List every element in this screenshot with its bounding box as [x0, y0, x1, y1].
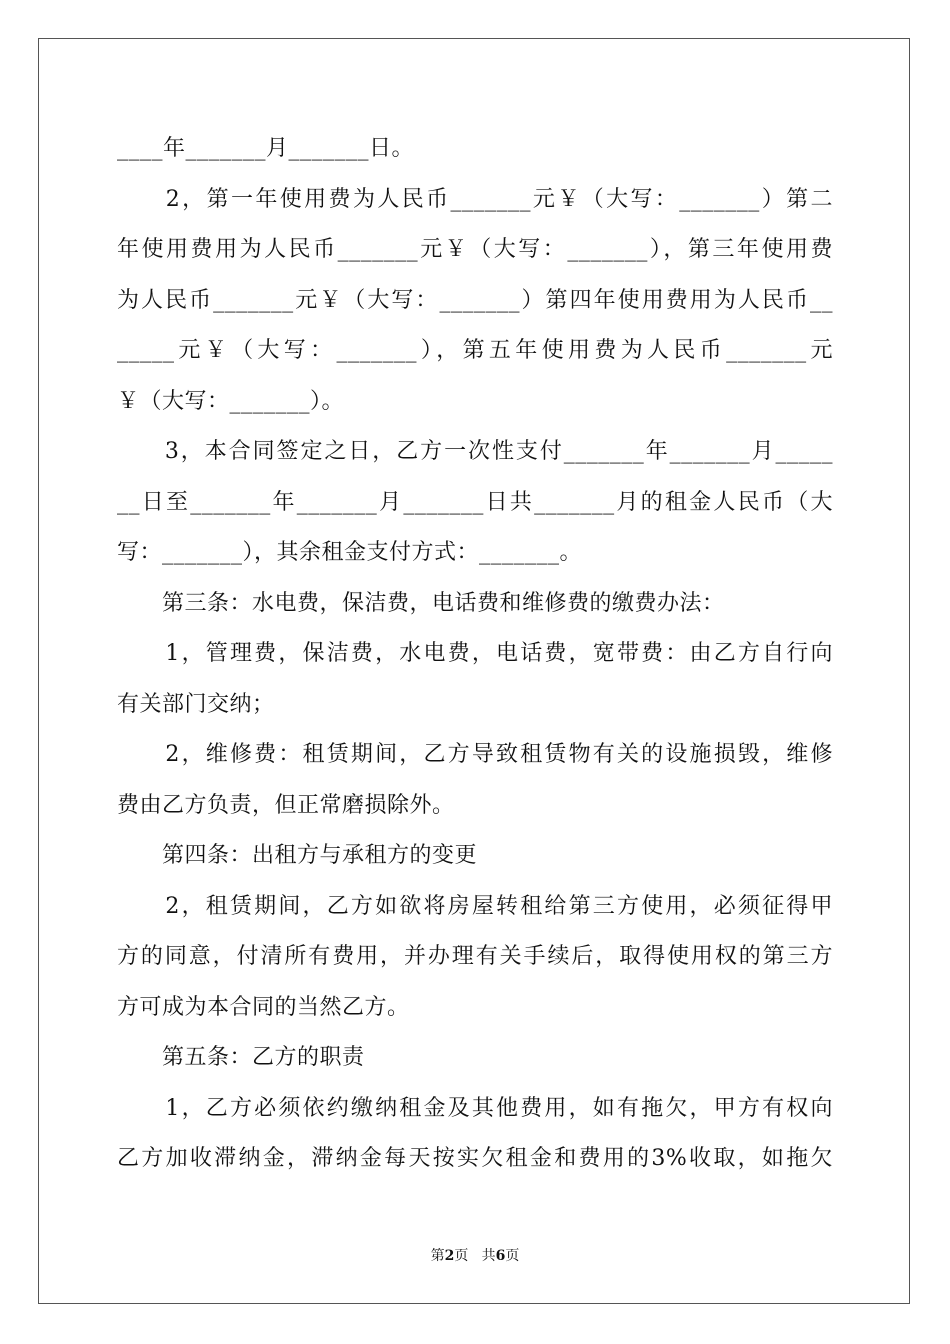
text-line: 为人民币_______元￥（大写：_______）第四年使用费用为人民币__	[117, 287, 833, 313]
text-line: ￥（大写：_______）。	[117, 388, 345, 414]
text-line: 2，第一年使用费为人民币_______元￥（大写：_______）第二	[117, 186, 833, 212]
text-line: 有关部门交纳；	[117, 691, 275, 717]
page-number: 2	[444, 1248, 455, 1264]
document-body	[117, 124, 833, 1185]
text-line: __日至_______年_______月_______日共_______月的租金人民币（大	[117, 489, 833, 515]
text-line: 3，本合同签定之日，乙方一次性支付_______年_______月_____	[117, 439, 833, 464]
text-line: 1，管理费，保洁费，水电费，电话费，宽带费：由乙方自行向	[117, 641, 833, 666]
text-line: 年使用费用为人民币_______元￥（大写：_______），第三年使用费	[117, 237, 833, 262]
text-line: 乙方加收滞纳金，滞纳金每天按实欠租金和费用的3%收取，如拖欠	[117, 1146, 833, 1171]
section-heading: 第三条：水电费，保洁费，电话费和维修费的缴费办法：	[117, 590, 725, 616]
section-heading: 第四条：出租方与承租方的变更	[117, 843, 478, 868]
total-pages: 6	[495, 1248, 506, 1264]
total-prefix: 共	[481, 1248, 496, 1264]
text-line: 1，乙方必须依约缴纳租金及其他费用，如有拖欠，甲方有权向	[117, 1095, 833, 1121]
text-line: 方的同意，付清所有费用，并办理有关手续后，取得使用权的第三方	[117, 944, 833, 969]
text-line: 写：_______），其余租金支付方式：_______。	[117, 540, 583, 565]
text-line: 2，维修费：租赁期间，乙方导致租赁物有关的设施损毁，维修	[117, 742, 833, 767]
section-heading: 第五条：乙方的职责	[117, 1045, 365, 1070]
page-footer	[0, 1246, 950, 1266]
text-line: ____年_______月_______日。	[117, 136, 415, 161]
text-line: 费由乙方负责，但正常磨损除外。	[117, 792, 455, 818]
text-line: _____元￥（大写：_______），第五年使用费为人民币_______元	[117, 338, 833, 363]
total-suffix: 页	[505, 1248, 520, 1264]
text-line: 2，租赁期间，乙方如欲将房屋转租给第三方使用，必须征得甲	[117, 893, 833, 919]
page-prefix: 第	[430, 1248, 445, 1264]
text-line: 方可成为本合同的当然乙方。	[117, 994, 410, 1020]
page-suffix: 页	[454, 1248, 469, 1264]
